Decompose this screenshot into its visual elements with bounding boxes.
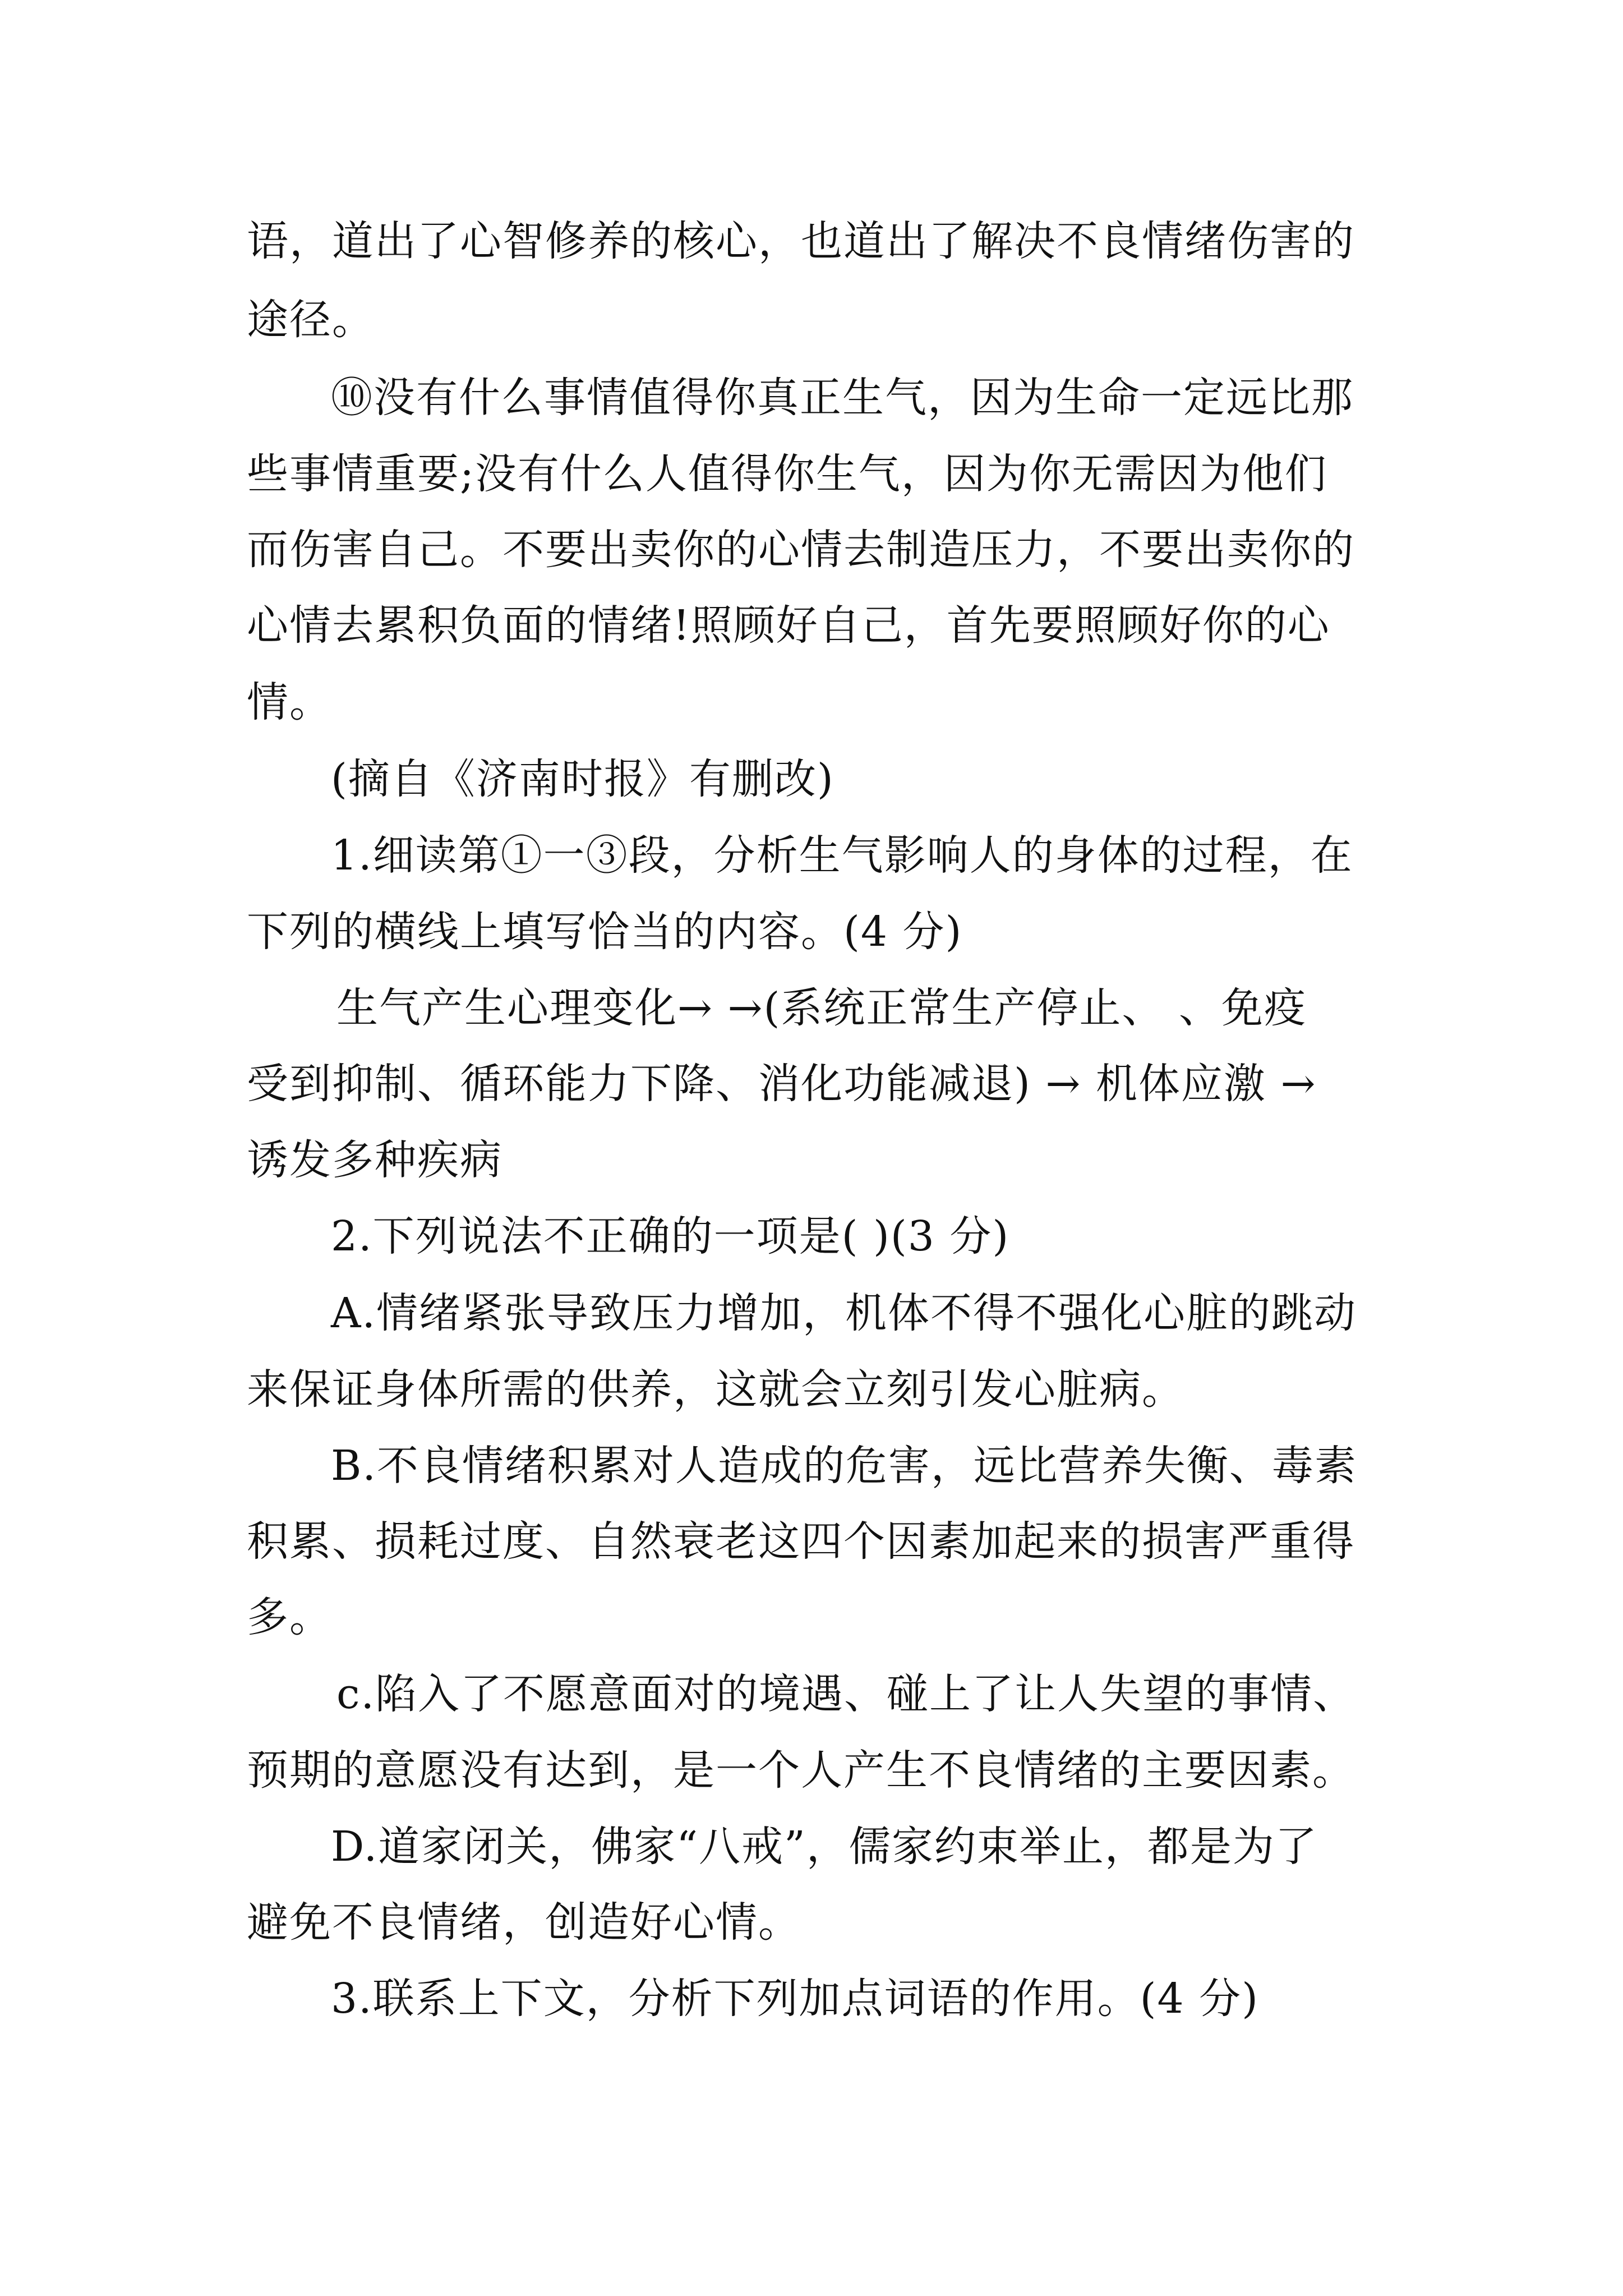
text-line: 来保证身体所需的供养，这就会立刻引发心脏病。: [247, 1365, 1184, 1414]
option-a: A.情绪紧张导致压力增加，机体不得不强化心脏的跳动: [331, 1289, 1357, 1337]
text-line: 情。: [247, 678, 332, 726]
source-note: (摘自《济南时报》有删改): [331, 755, 834, 803]
option-d: D.道家闭关，佛家“八戒”，儒家约束举止，都是为了: [331, 1823, 1318, 1871]
option-c: c.陷入了不愿意面对的境遇、碰上了让人失望的事情、: [336, 1670, 1355, 1718]
option-b: B.不良情绪积累对人造成的危害，远比营养失衡、毒素: [331, 1442, 1357, 1490]
paragraph-10-start: ⑩没有什么事情值得你真正生气，因为生命一定远比那: [331, 374, 1354, 422]
text-line: 些事情重要;没有什么人值得你生气，因为你无需因为他们: [247, 450, 1327, 498]
text-line: 语，道出了心智修养的核心，也道出了解决不良情绪伤害的: [247, 217, 1355, 265]
question-2: 2.下列说法不正确的一项是( )(3 分): [331, 1212, 1010, 1260]
text-line: 心情去累积负面的情绪!照顾好自己，首先要照顾好你的心: [247, 601, 1330, 650]
text-line: 下列的横线上填写恰当的内容。(4 分): [247, 908, 963, 956]
text-line: 诱发多种疾病: [247, 1136, 502, 1184]
question-3: 3.联系上下文，分析下列加点词语的作用。(4 分): [331, 1975, 1259, 2023]
text-line: 积累、损耗过度、自然衰老这四个因素加起来的损害严重得: [247, 1517, 1355, 1566]
question-1: 1.细读第①一③段，分析生气影响人的身体的过程，在: [331, 831, 1353, 880]
fill-in-blank-line: 生气产生心理变化→ →(系统正常生产停止、 、免疫: [336, 984, 1307, 1032]
text-line: 避免不良情绪，创造好心情。: [247, 1898, 801, 1947]
text-line: 途径。: [247, 296, 375, 344]
text-line: 而伤害自己。不要出卖你的心情去制造压力，不要出卖你的: [247, 526, 1355, 574]
text-line: 预期的意愿没有达到，是一个人产生不良情绪的主要因素。: [247, 1746, 1355, 1795]
text-line: 受到抑制、循环能力下降、消化功能减退) → 机体应激 →: [247, 1060, 1317, 1108]
text-line: 多。: [247, 1593, 332, 1641]
